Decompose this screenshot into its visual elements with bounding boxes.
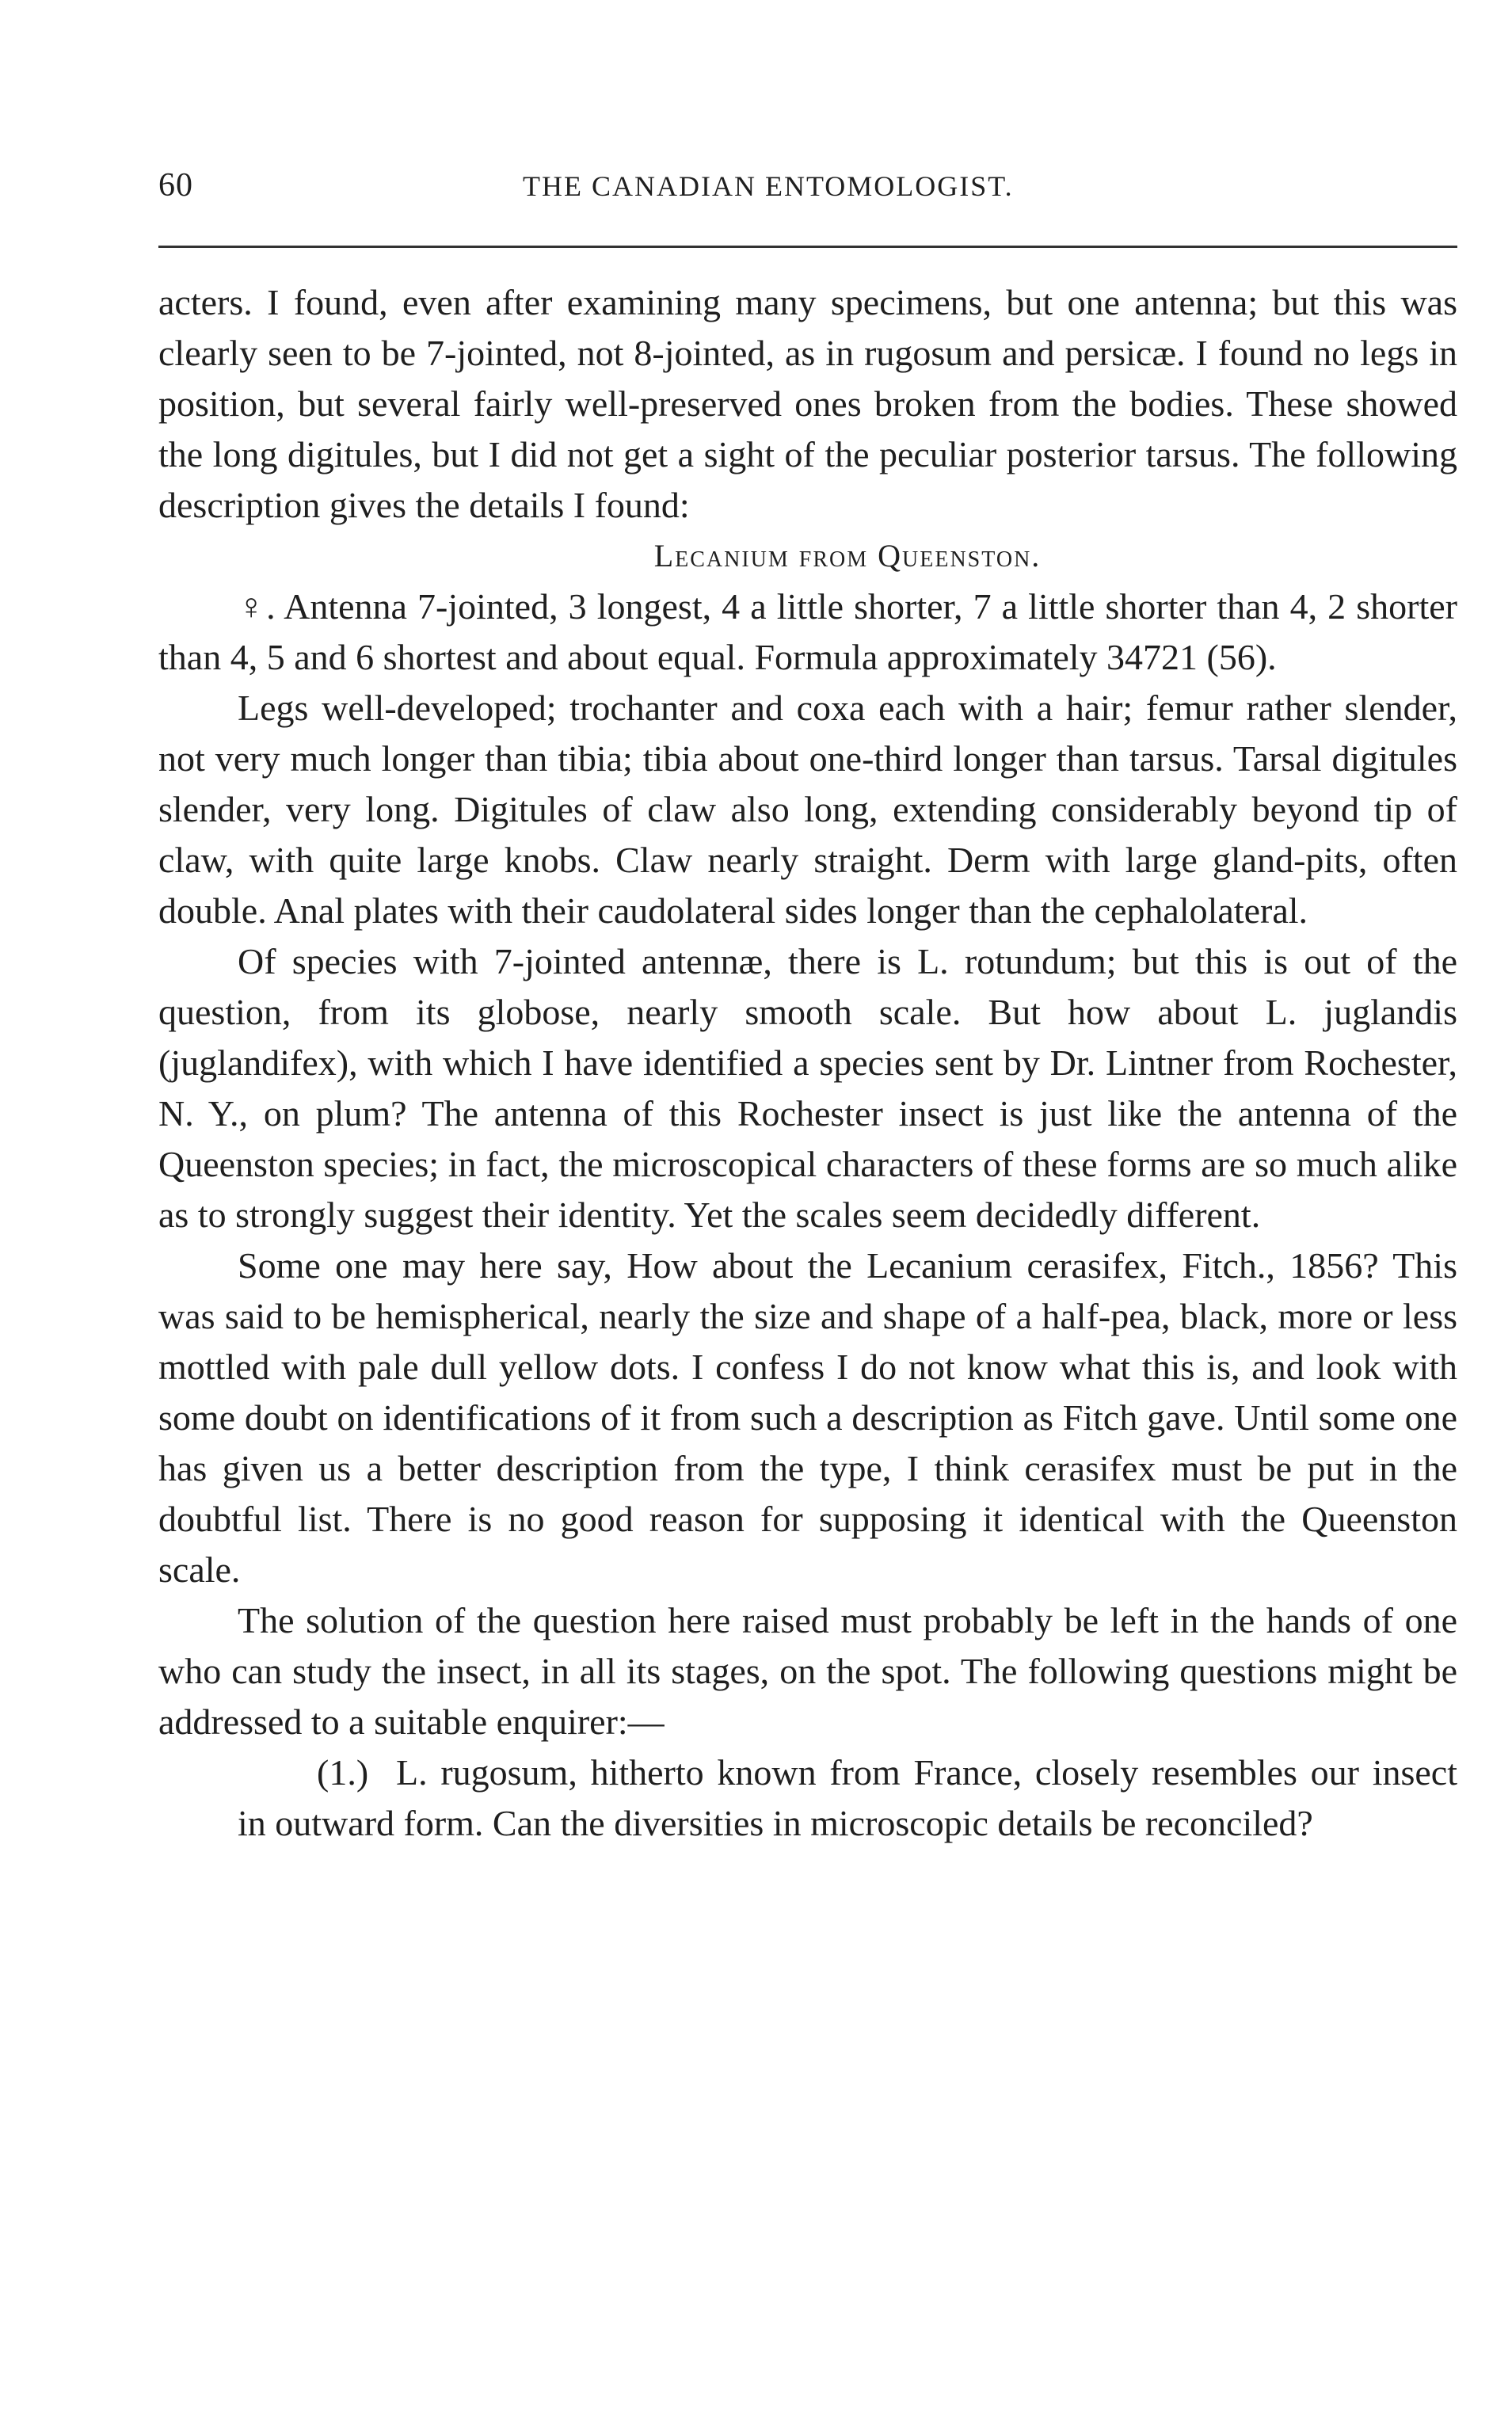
body-text — [158, 277, 1457, 1849]
paragraph-5: Some one may here say, How about the Lecanium cerasifex, Fitch., 1856? This was said to be hemispherical, nearly the size and shape of a half-pea, black, more or less mottled with pale dull yellow dots. I confess I do not know what this is, and look with some doubt on identifications of it from such a description as Fitch gave. Until some one has given us a better description from the type, I think cerasifex must be put in the doubtful list. There is no good reason for supposing it identical with the Queenston scale. — [158, 1245, 1457, 1590]
list-item-text: L. rugosum, hitherto known from France, closely resembles our insect in outward form. Can the diversities in microscopic details be reconciled? — [238, 1752, 1457, 1843]
page-number: 60 — [158, 167, 193, 204]
page — [158, 158, 1457, 1843]
page-header — [158, 158, 1457, 214]
paragraph-6: The solution of the question here raised must probably be left in the hands of one who can study the insect, in all its stages, on the spot. The following questions might be addressed to a suitable enquirer:— — [158, 1600, 1457, 1742]
paragraph-2: ♀. Antenna 7-jointed, 3 longest, 4 a little shorter, 7 a little shorter than 4, 2 shorter than 4, 5 and 6 shortest and about equal. Formula approximately 34721 (56). — [158, 586, 1457, 677]
paragraph-1: acters. I found, even after examining many specimens, but one antenna; but this was clearly seen to be 7-jointed, not 8-jointed, as in rugosum and persicæ. I found no legs in position, but several fairly well-preserved ones broken from the bodies. These showed the long digitules, but I did not get a sight of the peculiar posterior tarsus. The following description gives the details I found: — [158, 282, 1457, 525]
list-item-1 — [158, 1747, 1457, 1849]
section-heading: Lecanium from Queenston. — [653, 538, 1042, 573]
paragraph-4: Of species with 7-jointed antennæ, there is L. rotundum; but this is out of the question, from its globose, nearly smooth scale. But how about L. juglandis (juglandifex), with which I have identified a species sent by Dr. Lintner from Rochester, N. Y., on plum? The antenna of this Rochester insect is just like the antenna of the Queenston species; in fact, the microscopical characters of these forms are so much alike as to strongly suggest their identity. Yet the scales seem decidedly different. — [158, 941, 1457, 1235]
running-head: THE CANADIAN ENTOMOLOGIST. — [523, 170, 1014, 202]
paragraph-3: Legs well-developed; trochanter and coxa each with a hair; femur rather slender, not very much longer than tibia; tibia about one-third longer than tarsus. Tarsal digitules slender, very long. Digitules of claw also long, extending considerably beyond tip of claw, with quite large knobs. Claw nearly straight. Derm with large gland-pits, often double. Anal plates with their caudolateral sides longer than the cephalolateral. — [158, 688, 1457, 931]
list-item-marker: (1.) — [317, 1752, 369, 1793]
header-rule — [158, 246, 1457, 248]
